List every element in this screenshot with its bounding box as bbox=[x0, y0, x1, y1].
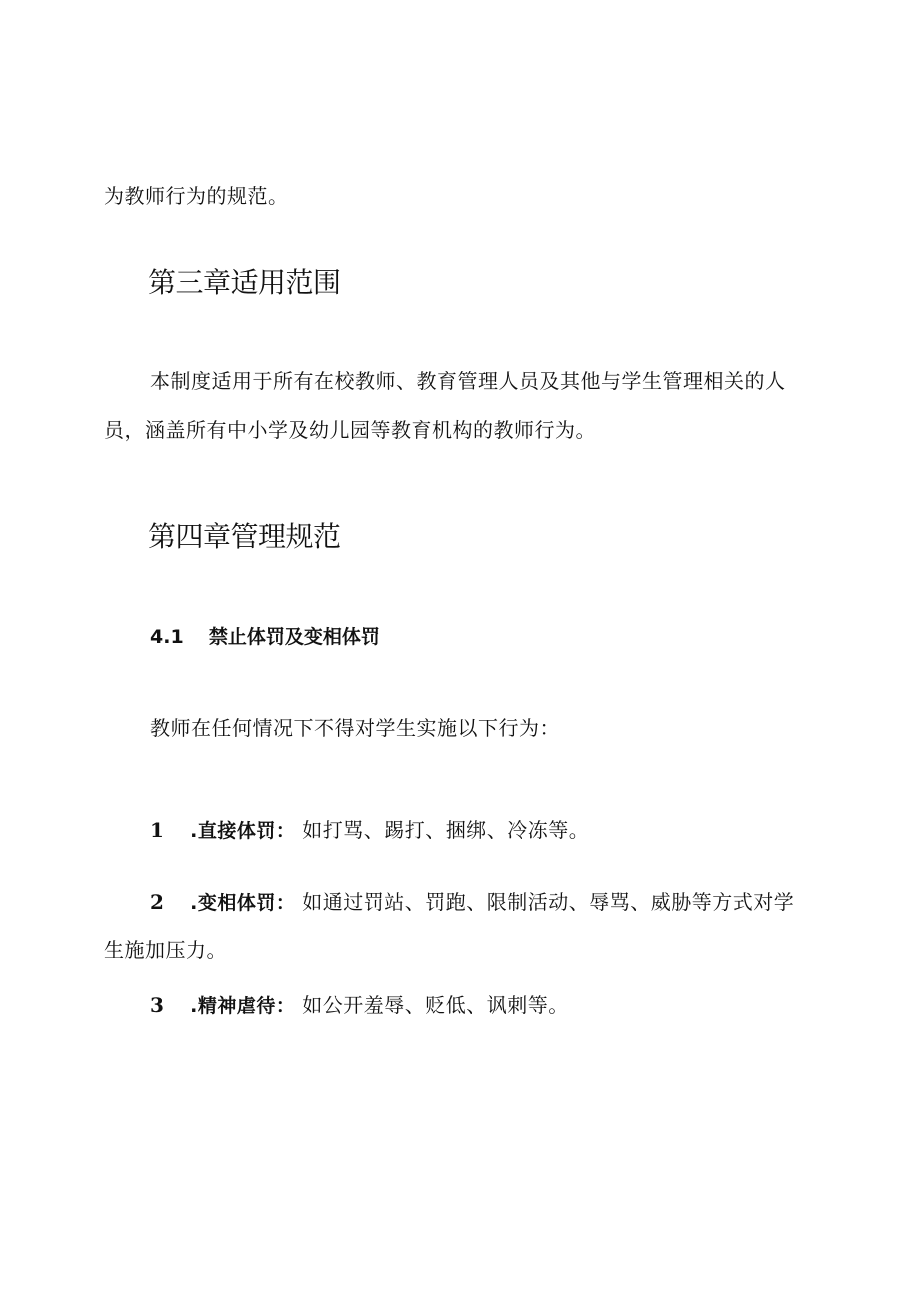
list-item-label: .变相体罚： bbox=[190, 892, 296, 914]
continuation-text: 为教师行为的规范。 bbox=[104, 184, 289, 208]
list-item-text: 如打骂、踢打、捆绑、冷冻等。 bbox=[302, 818, 590, 842]
list-item-label: .精神虐待： bbox=[190, 995, 296, 1017]
list-item-number: 3 bbox=[150, 993, 165, 1017]
list-item-continuation: 生施加压力。 bbox=[104, 938, 227, 962]
list-item bbox=[150, 818, 589, 843]
list-item-label: .直接体罚： bbox=[190, 820, 296, 842]
section-number: 4.1 bbox=[150, 626, 184, 648]
list-item-text: 如公开羞辱、贬低、讽刺等。 bbox=[302, 993, 569, 1017]
list-item bbox=[150, 890, 794, 915]
chapter-3-paragraph-line-2: 员，涵盖所有中小学及幼儿园等教育机构的教师行为。 bbox=[104, 418, 596, 442]
chapter-3-title: 第三章适用范围 bbox=[148, 266, 341, 299]
list-item-number: 1 bbox=[150, 818, 165, 842]
list-item-number: 2 bbox=[150, 890, 165, 914]
chapter-4-title: 第四章管理规范 bbox=[148, 520, 341, 553]
section-heading bbox=[150, 625, 380, 649]
chapter-3-paragraph-line-1: 本制度适用于所有在校教师、教育管理人员及其他与学生管理相关的人 bbox=[150, 369, 786, 393]
list-item bbox=[150, 993, 569, 1018]
list-item-text: 如通过罚站、罚跑、限制活动、辱骂、威胁等方式对学 bbox=[302, 890, 795, 914]
section-title: 禁止体罚及变相体罚 bbox=[208, 626, 380, 648]
chapter-4-intro: 教师在任何情况下不得对学生实施以下行为： bbox=[150, 716, 560, 740]
